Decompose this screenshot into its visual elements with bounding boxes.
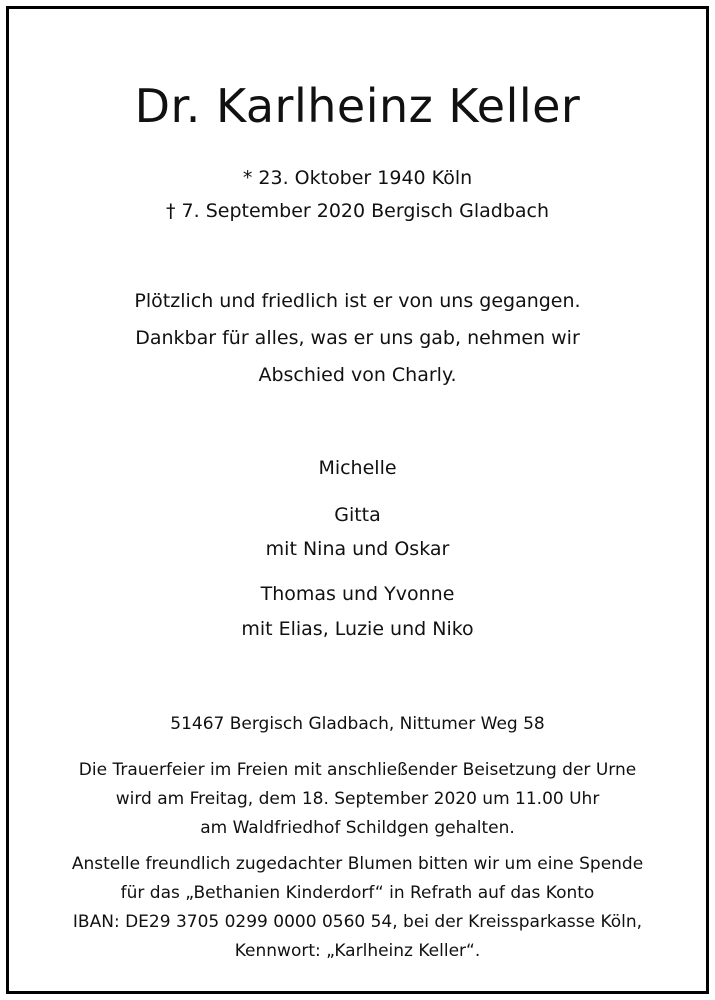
death-line: † 7. September 2020 Bergisch Gladbach xyxy=(165,200,550,222)
family-member: Thomas und Yvonne xyxy=(260,583,455,605)
message-line: Abschied von Charly. xyxy=(258,364,457,386)
donation-line: Kennwort: „Karlheinz Keller“. xyxy=(234,941,481,961)
family-member: mit Nina und Oskar xyxy=(265,538,450,560)
message-line: Dankbar für alles, was er uns gab, nehmen wir xyxy=(135,327,580,349)
funeral-line: Die Trauerfeier im Freien mit anschließender Beisetzung der Urne xyxy=(78,760,637,780)
donation-line: Anstelle freundlich zugedachter Blumen bitten wir um eine Spende xyxy=(71,854,644,874)
deceased-name: Dr. Karlheinz Keller xyxy=(134,79,581,133)
birth-line: * 23. Oktober 1940 Köln xyxy=(242,167,473,189)
donation-line: IBAN: DE29 3705 0299 0000 0560 54, bei der Kreissparkasse Köln, xyxy=(72,912,643,932)
message-line: Plötzlich und friedlich ist er von uns gegangen. xyxy=(134,290,581,312)
donation-line: für das „Bethanien Kinderdorf“ in Refrath auf das Konto xyxy=(120,883,595,903)
family-member: Gitta xyxy=(334,504,381,526)
funeral-line: am Waldfriedhof Schildgen gehalten. xyxy=(200,818,515,838)
address-line: 51467 Bergisch Gladbach, Nittumer Weg 58 xyxy=(170,714,545,734)
funeral-line: wird am Freitag, dem 18. September 2020 um 11.00 Uhr xyxy=(115,789,600,809)
family-member: mit Elias, Luzie und Niko xyxy=(241,618,474,640)
family-member: Michelle xyxy=(318,457,397,479)
